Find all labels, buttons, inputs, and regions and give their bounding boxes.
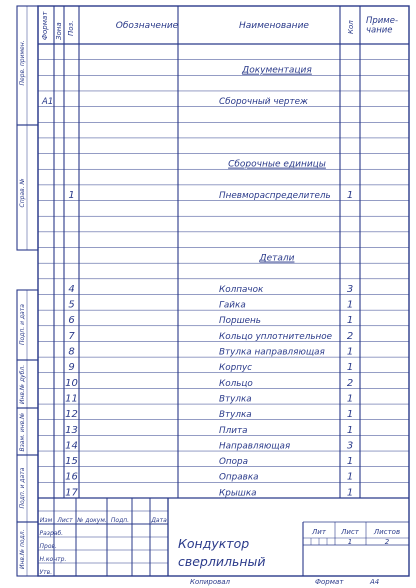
row-pos: 9 [68,362,75,374]
tb-lit: Лит [312,528,326,536]
row-name: Кольцо уплотнительное [219,331,333,342]
tb-doc: № докум. [77,517,107,524]
tb-sheet-value: 1 [347,538,353,546]
doc-title-line2: сверлильный [178,554,266,569]
row-qty: 1 [346,456,354,468]
margin-label: Подп. и дата [19,304,26,345]
row-qty: 1 [346,299,354,311]
row-name: Сборочный чертеж [219,97,308,108]
row-pos: 1 [68,189,75,201]
row-pos: 15 [65,456,78,468]
footer-copied: Копировал [190,578,230,586]
row-pos: 16 [65,471,78,483]
row-qty: 1 [346,409,354,421]
tb-change: Изм [39,517,53,524]
row-pos: 4 [68,283,75,295]
row-pos: 5 [68,299,75,311]
section-heading: Сборочные единицы [228,159,326,170]
footer-format: Формат [315,578,344,586]
section-heading: Документация [242,65,312,76]
row-pos: 17 [65,487,78,499]
tb-checked: Пров. [39,543,57,550]
row-name: Кольцо [219,378,253,389]
row-format: А1 [42,97,54,108]
row-qty: 2 [346,377,354,389]
row-pos: 10 [65,377,78,389]
row-qty: 1 [346,424,354,436]
footer-format-value: А4 [370,578,380,586]
header-name: Наименование [239,21,309,31]
header-note: Приме-чание [366,16,399,36]
tb-sheets-value: 2 [384,538,390,546]
margin-label: Инв.№ подл. [19,529,26,569]
row-pos: 7 [68,330,75,342]
row-qty: 1 [346,346,354,358]
row-qty: 1 [346,471,354,483]
tb-sheet-label: Лист [341,528,359,536]
tb-sheet: Лист [57,517,73,524]
margin-label: Подп. и дата [19,467,26,509]
row-pos: 12 [65,409,78,421]
margin-label: Инв.№ дубл. [19,364,26,404]
row-pos: 11 [65,393,78,405]
doc-title-line1: Кондуктор [178,536,250,551]
tb-approved: Утв. [39,569,53,576]
row-qty: 2 [346,330,354,342]
row-qty: 1 [346,393,354,405]
row-pos: 14 [65,440,78,452]
row-qty: 1 [346,362,354,374]
row-qty: 1 [346,315,354,327]
header-zone: Зона [55,22,63,40]
row-qty: 3 [346,283,354,295]
header-format: Формат [41,11,49,40]
row-name: Гайка [219,300,246,311]
row-name: Плита [219,425,248,436]
row-name: Опора [219,457,249,468]
tb-sign: Подп. [110,517,130,524]
row-name: Поршень [219,316,261,327]
row-name: Втулка [219,394,252,405]
header-pos: Поз. [67,20,75,36]
row-pos: 8 [68,346,75,358]
header-qty: Кол [347,20,355,34]
row-qty: 3 [346,440,354,452]
margin-label: Справ. № [19,178,26,208]
row-name: Втулка [219,410,252,421]
row-name: Крышка [219,488,257,499]
row-name: Втулка направляющая [219,347,325,358]
margin-label: Перв. примен. [19,40,26,86]
tb-developed: Разраб. [39,530,64,537]
row-name: Направляющая [219,441,291,452]
tb-sheets-label: Листов [373,528,401,536]
header-designation: Обозначение [115,21,179,31]
margin-label: Взам. инв.№ [19,412,26,452]
row-qty: 1 [346,487,354,499]
row-name: Корпус [219,363,253,374]
row-name: Пневмораспределитель [219,190,331,201]
section-heading: Детали [259,253,295,264]
row-name: Оправка [219,472,259,483]
row-qty: 1 [346,189,354,201]
row-name: Колпачок [219,284,264,295]
tb-normcontrol: Н.контр. [39,556,67,563]
row-pos: 13 [65,424,78,436]
row-pos: 6 [68,315,75,327]
tb-date: Дата [151,517,167,524]
